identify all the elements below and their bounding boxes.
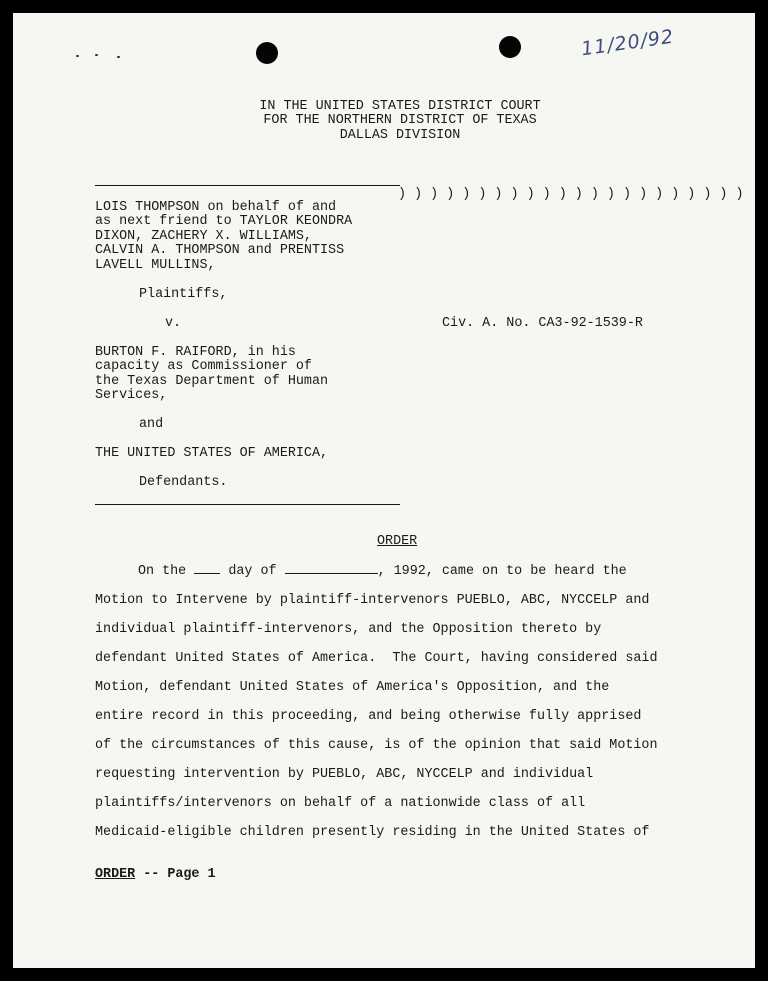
body-line-3: individual plaintiff-intervenors, and the Opposition thereto by xyxy=(95,622,602,637)
plaintiffs-label: Plaintiffs, xyxy=(139,287,228,302)
defendant-line-4: Services, xyxy=(95,388,168,403)
body-text-on-the: On the xyxy=(138,564,187,579)
court-header-line-2: FOR THE NORTHERN DISTRICT OF TEXAS xyxy=(263,113,537,128)
handwritten-date: 11/20/92 xyxy=(579,25,676,61)
caption-parentheses: ) ) ) ) ) ) ) ) ) ) ) ) ) ) ) ) ) ) ) ) ) ) xyxy=(398,187,744,202)
defendant-line-1: BURTON F. RAIFORD, in his xyxy=(95,345,296,360)
body-line-5: Motion, defendant United States of America's Opposition, and the xyxy=(95,680,610,695)
and-connector: and xyxy=(139,417,164,432)
defendant-usa: THE UNITED STATES OF AMERICA, xyxy=(95,446,329,461)
defendant-line-3: the Texas Department of Human xyxy=(95,374,329,389)
order-title: ORDER xyxy=(377,534,418,549)
scan-speck xyxy=(95,54,98,56)
case-number: Civ. A. No. CA3-92-1539-R xyxy=(442,316,643,331)
scan-speck xyxy=(76,55,79,57)
body-line-1 xyxy=(138,557,627,586)
body-line-6: entire record in this proceeding, and being otherwise fully apprised xyxy=(95,709,642,724)
caption-bottom-rule xyxy=(95,504,400,505)
body-line-7: of the circumstances of this cause, is of the opinion that said Motion xyxy=(95,738,658,753)
defendant-line-2: capacity as Commissioner of xyxy=(95,359,312,374)
document-page xyxy=(13,13,755,968)
versus: v. xyxy=(165,316,182,331)
defendants-label: Defendants. xyxy=(139,475,228,490)
plaintiff-line-1: LOIS THOMPSON on behalf of and xyxy=(95,200,337,215)
page-footer xyxy=(95,868,216,883)
punch-hole-right xyxy=(499,36,521,58)
footer-page-number: -- Page 1 xyxy=(135,867,216,882)
plaintiff-line-4: CALVIN A. THOMPSON and PRENTISS xyxy=(95,243,345,258)
month-blank xyxy=(285,561,378,574)
plaintiff-line-5: LAVELL MULLINS, xyxy=(95,258,216,273)
body-line-8: requesting intervention by PUEBLO, ABC, NYCCELP and individual xyxy=(95,767,594,782)
footer-order-label: ORDER xyxy=(95,867,136,882)
court-header-line-3: DALLAS DIVISION xyxy=(339,128,461,143)
body-line-2: Motion to Intervene by plaintiff-intervenors PUEBLO, ABC, NYCCELP and xyxy=(95,593,650,608)
body-text-day-of: day of xyxy=(228,564,277,579)
scan-speck xyxy=(117,56,120,58)
body-line-10: Medicaid-eligible children presently residing in the United States of xyxy=(95,825,650,840)
punch-hole-left xyxy=(256,42,278,64)
plaintiff-line-3: DIXON, ZACHERY X. WILLIAMS, xyxy=(95,229,312,244)
day-blank xyxy=(194,561,220,574)
body-line-9: plaintiffs/intervenors on behalf of a nationwide class of all xyxy=(95,796,586,811)
body-line-4: defendant United States of America. The Court, having considered said xyxy=(95,651,658,666)
plaintiff-line-2: as next friend to TAYLOR KEONDRA xyxy=(95,214,353,229)
court-header-line-1: IN THE UNITED STATES DISTRICT COURT xyxy=(259,99,541,114)
caption-top-rule xyxy=(95,185,400,186)
body-text-year: , 1992, came on to be heard the xyxy=(377,564,627,579)
